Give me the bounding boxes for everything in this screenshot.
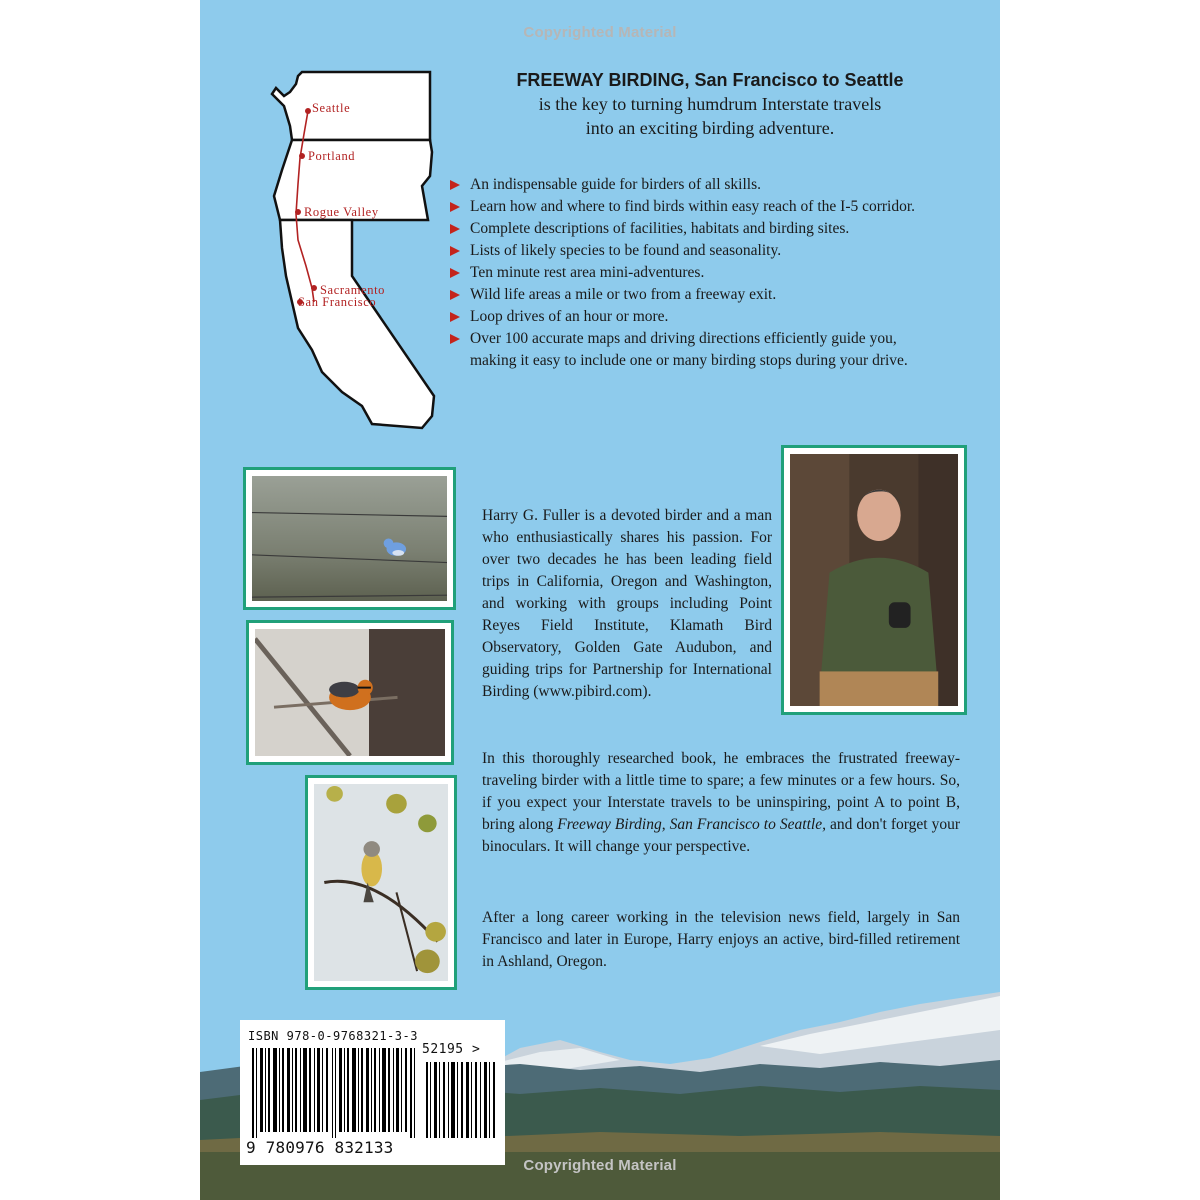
city-label-rogue-valley: Rogue Valley [304,205,379,219]
sacramento-dot [311,285,317,291]
list-item: Ten minute rest area mini-adventures. [450,262,940,284]
author-photo [790,454,958,706]
book-back-cover [200,0,1000,1200]
list-item: Learn how and where to find birds within easy reach of the I-5 corridor. [450,196,940,218]
list-item: Wild life areas a mile or two from a freeway exit. [450,284,940,306]
seattle-dot [305,108,311,114]
list-item: Loop drives of an hour or more. [450,306,940,328]
bluebird-image [252,476,447,601]
book-description [482,748,960,858]
price-code: 52195 > [422,1042,481,1057]
ean-digits: 9 780976 832133 [246,1138,394,1157]
ean-barcode-bars [252,1048,422,1138]
author-bio: Harry G. Fuller is a devoted birder and a man who enthusiastically shares his passion. For over two decades he has been leading field trips in California, Oregon and Washington, and working with groups including Point Reyes Field Institute, Klamath Bird Observatory, Golden Gate Audubon, and guiding trips for Partnership for International Birding (www.pibird.com). [482,507,772,700]
description-text-part-1: In this thoroughly researched book, he embraces the frustrated freeway-traveling birder with a little time to spare; a few minutes or a few hours. So, if you expect your Interstate travels to be uninspiring, point A to point B, bring along [482,750,960,833]
photo-varied-thrush [246,620,454,765]
varied-thrush-image [255,629,445,756]
author-career: After a long career working in the television news field, largely in San Francisco and later in Europe, Harry enjoys an active, bird-filled retirement in Ashland, Oregon. [482,909,960,970]
city-label-seattle: Seattle [312,101,351,115]
list-item: An indispensable guide for birders of all skills. [450,174,940,196]
price-barcode-bars [426,1062,498,1138]
feature-list [450,174,940,372]
portland-dot [299,153,305,159]
photo-bluebird [243,467,456,610]
city-label-portland: Portland [308,149,356,163]
book-title: FREEWAY BIRDING, San Francisco to Seattle [516,70,904,90]
watermark-top: Copyrighted Material [523,24,677,41]
california-state-outline [280,220,434,428]
rogue-valley-dot [295,209,301,215]
headline [470,68,950,140]
kingbird-image [314,784,448,981]
headline-line-2: is the key to turning humdrum Interstate travels [538,94,882,114]
isbn-barcode [240,1020,505,1165]
author-portrait [781,445,967,715]
city-label-sacramento: Sacramento [320,283,386,297]
list-item: Over 100 accurate maps and driving directions efficiently guide you, making it easy to include one or many birding stops during your drive. [450,328,940,372]
photo-kingbird [305,775,457,990]
watermark-bottom: Copyrighted Material [523,1157,677,1174]
headline-line-3: into an exciting birding adventure. [585,118,835,138]
book-title-italic: Freeway Birding, San Francisco to Seattle, [557,816,826,833]
list-item: Complete descriptions of facilities, habitats and birding sites. [450,218,940,240]
description-text-part-2: and don't forget your binoculars. It will change your perspective. [482,816,960,855]
city-label-san-francisco: San Francisco [298,295,377,309]
washington-state-outline [272,72,430,140]
isbn-number: ISBN 978-0-9768321-3-3 [248,1029,418,1043]
west-coast-map [262,66,436,432]
list-item: Lists of likely species to be found and seasonality. [450,240,940,262]
